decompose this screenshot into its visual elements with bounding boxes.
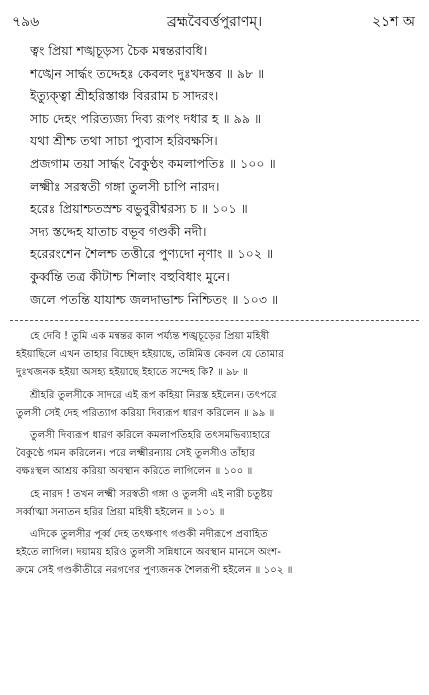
page-number: ৭৯৬ (12, 14, 40, 30)
translation-line: সর্ব্বাত্মা সনাতন হরির প্রিয়া মহিষী হইলেন ॥ ১০১ ॥ (16, 506, 225, 518)
verse-line: জলে পতন্তি যাযাশ্চ জলদাভাশ্চ নিশ্চিতং ॥ ১০৩ ॥ (30, 291, 279, 307)
verse-line: ইত্যুক্ত্বা শ্রীহরিস্তাঞ্চ বিররাম চ সাদরং। (30, 88, 219, 104)
verse-line: লক্ষ্মীঃ সরস্বতী গঙ্গা তুলসী চাপি নারদ। (30, 178, 220, 194)
translation-line: তুলসী দিব্যরূপ ধারণ করিলে কমলাপতিহরি তৎসমভিব্যাহারে (30, 429, 271, 441)
translation-line: হইতে লাগিল। দয়াময় হরিও তুলসী সন্নিধানে অবস্থান মানসে অংশ- (16, 547, 281, 559)
verse-line: সাচ দেহং পরিত্যজ্য দিব্য রূপং দধার হ ॥ ৯৯ ॥ (30, 110, 262, 126)
translation-line: শ্রীহরি তুলসীকে সাদরে এই রূপ কহিয়া নিরস্ত হইলেন। তৎপরে (30, 389, 277, 401)
chapter-label: ২১শ অ (371, 14, 415, 30)
section-divider (10, 320, 419, 321)
translation-line: হইয়াছিলে এখন তাহার বিচ্ছেদ হইয়াছে, তন্নিমিত্ত কেবল যে তোমার (16, 349, 284, 361)
verse-line: কুর্ব্বন্তি তত্র কীটাশ্চ শিলাং বহুবিধাং মুনে। (30, 268, 230, 284)
translation-line: এদিকে তুলসীর পূর্ব্ব দেহ তৎক্ষণাৎ গণ্ডকী নদীরূপে প্রবাহিত (30, 528, 268, 540)
translation-line: তুলসী সেই দেহ পরিত্যাগ করিয়া দিব্যরূপ ধারণ করিলেন ॥ ৯৯ ॥ (16, 407, 275, 419)
verse-line: যথা শ্রীশ্চ তথা সাচা প্যুবাস হরিবক্ষসি। (30, 133, 218, 149)
verse-line: শঙ্খেন সার্দ্ধং তদ্দেহঃ কেবলং দুঃখদস্তব ॥ ৯৮ ॥ (30, 65, 265, 81)
bengali-translation (16, 328, 414, 580)
verse-line: হরেঃ প্রিয়াশ্চতস্রশ্চ বভুবুরীশ্বরস্য চ ॥ ১০১ ॥ (30, 201, 248, 217)
verse-line: সদ্য স্তদ্দেহ যাতাচ বভূব গণ্ডকী নদী। (30, 223, 207, 239)
page-title: ব্রহ্মবৈবর্ত্তপুরাণম্। (166, 14, 263, 30)
translation-line: বক্ষঃস্থল আশ্রয় করিয়া অবস্থান করিতে লাগিলেন ॥ ১০০ ॥ (16, 466, 253, 478)
translation-line: ক্রমে সেই গণ্ডকীতীরে নরগণের পুণ্যজনক শৈলরূপী হইলেন ॥ ১০২ ॥ (16, 565, 293, 577)
translation-line: হে দেবি ! তুমি এক মন্বন্তর কাল পর্য্যন্ত শঙ্খচূড়ের প্রিয়া মহিষী (30, 331, 270, 342)
page-header (0, 8, 429, 32)
sanskrit-verses (30, 40, 415, 311)
translation-line: দুঃখজনক হইয়া অসহ্য হইয়াছে ইহাতে সন্দেহ কি? ॥ ৯৮ ॥ (16, 367, 249, 379)
verse-line: ত্বং প্রিয়া শঙ্খচূড়স্য চৈক মন্বন্তরাবধি। (30, 43, 208, 58)
translation-line: হে নারদ ! তখন লক্ষ্মী সরস্বতী গঙ্গা ও তুলসী এই নারী চতুষ্টয় (30, 488, 273, 500)
verse-line: প্রজগাম তয়া সার্দ্ধং বৈকুণ্ঠং কমলাপতিঃ ॥ ১০০ ॥ (30, 155, 276, 171)
verse-line: হরেরংশেন শৈলশ্চ তত্তীরে পুণ্যদো নৃণাং ॥ ১০২ ॥ (30, 246, 274, 262)
translation-line: বৈকুণ্ঠে গমন করিলেন। পরে লক্ষ্মীরন্যায় সেই তুলসীও তাঁহার (16, 448, 255, 460)
